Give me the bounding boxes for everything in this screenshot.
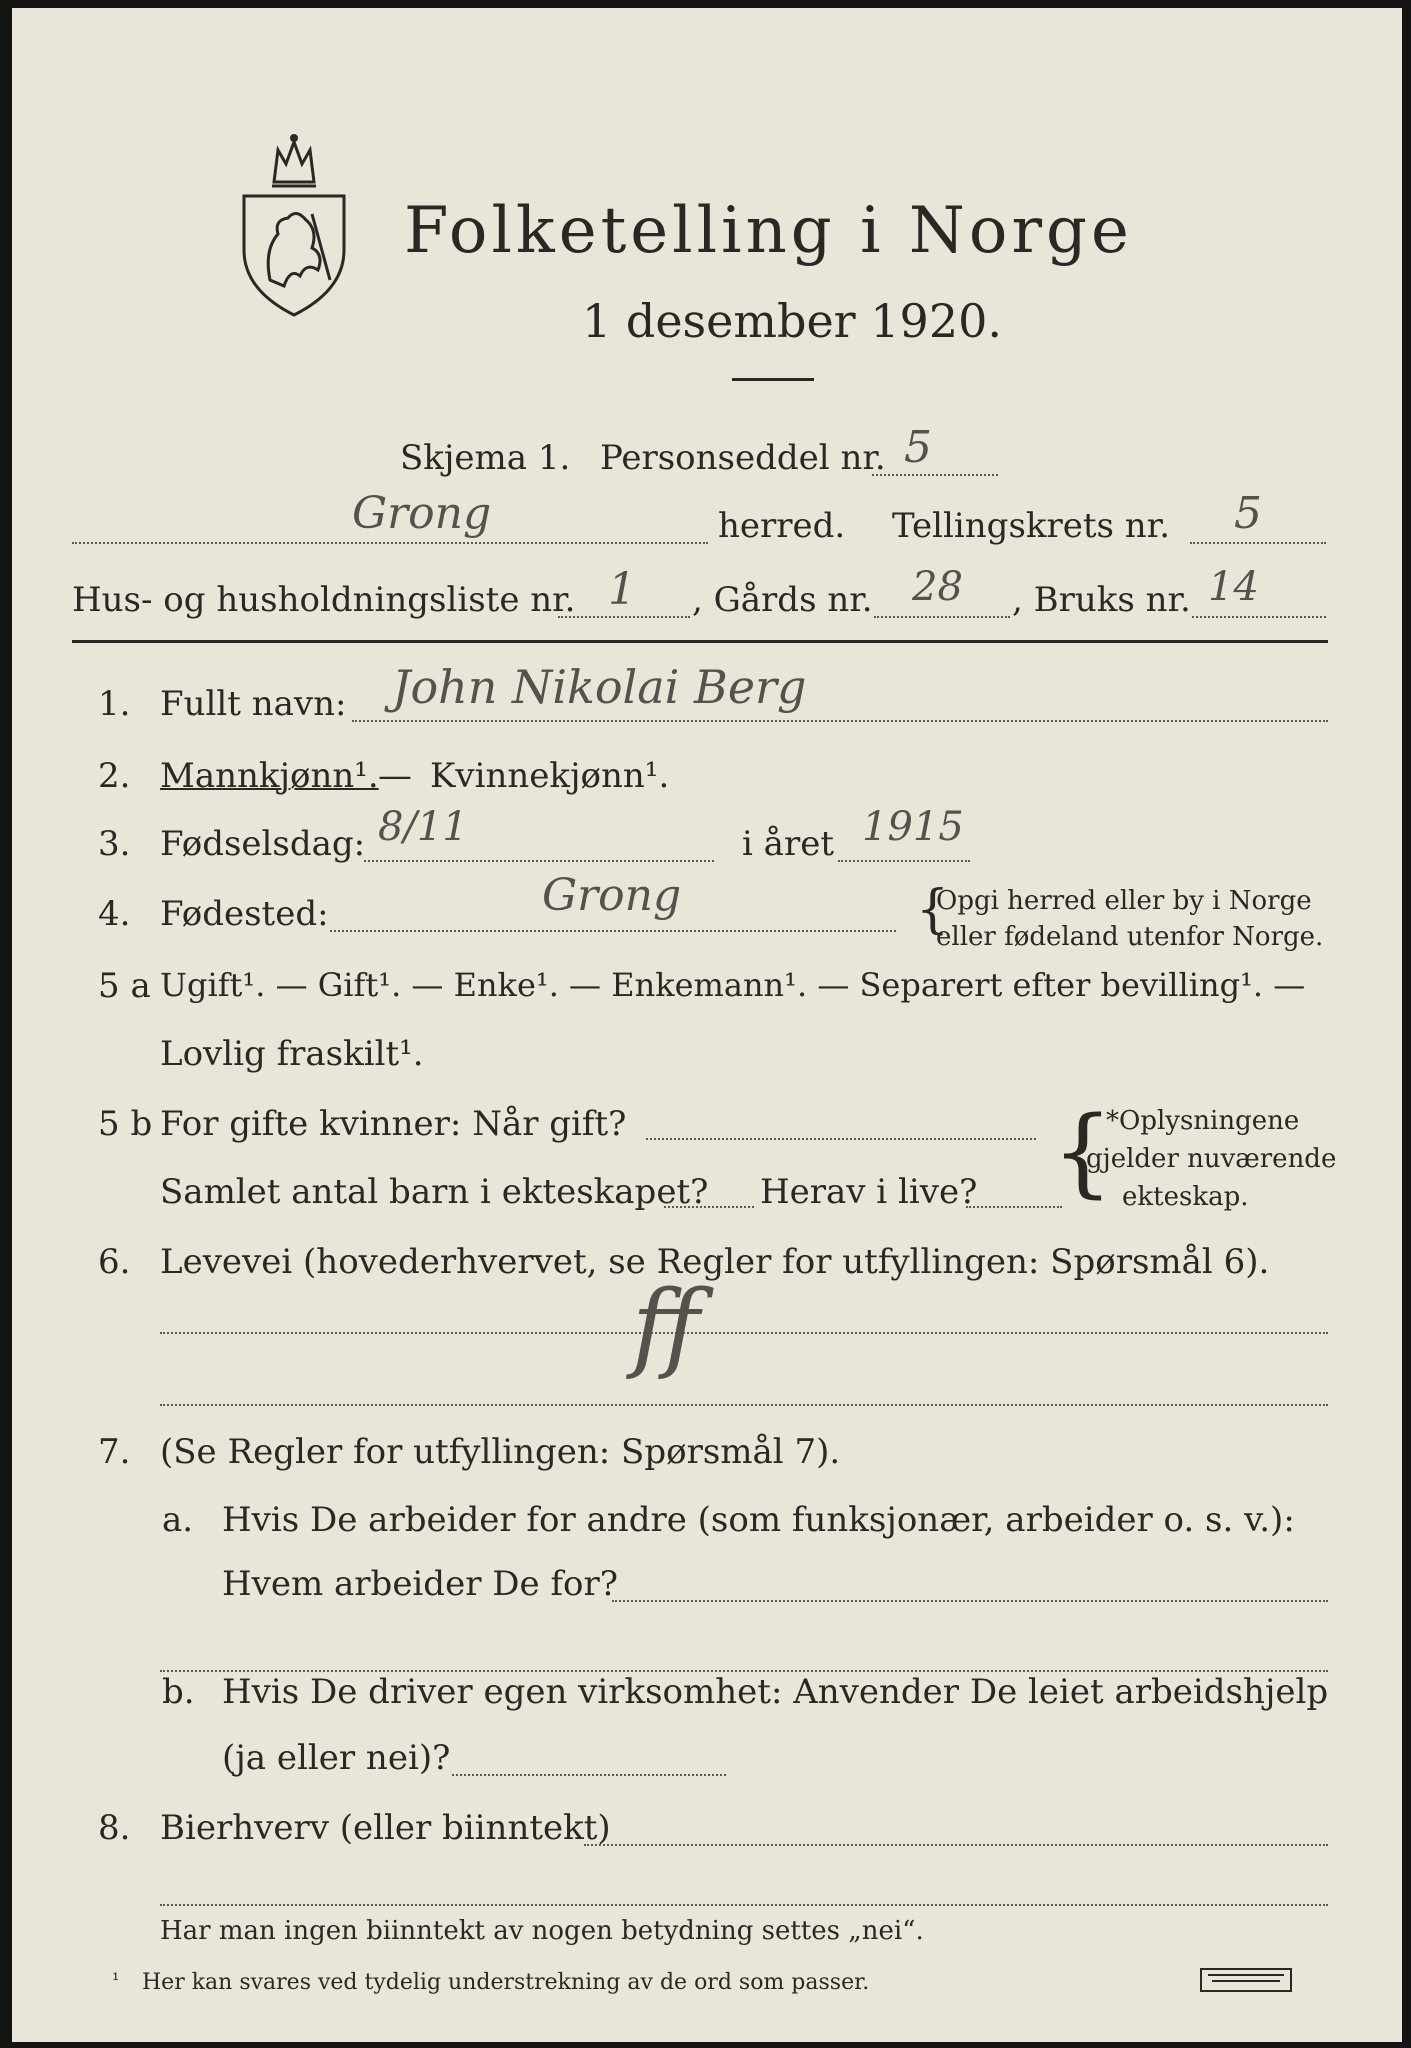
personseddel-value: 5 — [904, 422, 932, 473]
tellingskrets-label: Tellingskrets nr. — [892, 506, 1171, 546]
q5b-note-line1: *Oplysningene — [1106, 1106, 1300, 1136]
personseddel-label: Personseddel nr. — [600, 438, 886, 478]
q8-label: Bierhverv (eller biinntekt) — [160, 1808, 611, 1848]
census-form — [12, 8, 1402, 2042]
q5b-brace: { — [1052, 1096, 1114, 1208]
q5b-note-line2: gjelder nuværende — [1086, 1144, 1337, 1174]
q5b-children-label: Samlet antal barn i ekteskapet? — [160, 1172, 709, 1212]
q5a-marital-options: Ugift¹. — Gift¹. — Enke¹. — Enkemann¹. — Separert efter bevilling¹. — — [160, 966, 1306, 1004]
q5a-number: 5 a — [98, 966, 151, 1006]
q5a-lovlig-fraskilt: Lovlig fraskilt¹. — [160, 1034, 424, 1074]
q4-label: Fødested: — [160, 894, 329, 934]
q8-note: Har man ingen biinntekt av nogen betydning settes „nei“. — [160, 1916, 924, 1946]
q4-brace: { — [916, 880, 950, 940]
q2-mannkjonn: Mannkjønn¹. — [160, 756, 379, 796]
q1-full-name-value: John Nikolai Berg — [392, 660, 807, 714]
q4-number: 4. — [98, 894, 131, 934]
q3-birthday-value: 8/11 — [378, 804, 468, 850]
hus-value: 1 — [608, 564, 636, 615]
q3-label: Fødselsdag: — [160, 824, 366, 864]
q7b-line1: Hvis De driver egen virksomhet: Anvender De leiet arbeidshjelp — [222, 1672, 1329, 1712]
q3-year-value: 1915 — [862, 804, 964, 850]
gards-value: 28 — [912, 564, 963, 610]
header-rule — [72, 640, 1328, 643]
q7b-letter: b. — [162, 1672, 195, 1712]
hus-label: Hus- og husholdningsliste nr. — [72, 580, 576, 620]
q5b-alive-label: Herav i live? — [760, 1172, 978, 1212]
q2-number: 2. — [98, 756, 131, 796]
q7a-line2: Hvem arbeider De for? — [222, 1564, 618, 1604]
title-divider — [732, 378, 814, 381]
herred-label: herred. — [718, 506, 846, 546]
q1-number: 1. — [98, 684, 131, 724]
coat-of-arms-icon — [234, 130, 354, 320]
q7-number: 7. — [98, 1432, 131, 1472]
form-title: Folketelling i Norge — [404, 194, 1133, 268]
bruks-label: , Bruks nr. — [1012, 580, 1191, 620]
q5b-number: 5 b — [98, 1104, 153, 1144]
q4-note-line2: eller fødeland utenfor Norge. — [936, 922, 1324, 952]
q1-label: Fullt navn: — [160, 684, 347, 724]
q2-kvinnekjonn: Kvinnekjønn¹. — [430, 756, 670, 796]
q5b-married-label: For gifte kvinner: Når gift? — [160, 1104, 627, 1144]
q6-occupation-value: ff — [632, 1270, 701, 1382]
bruks-value: 14 — [1208, 564, 1259, 610]
skjema-label: Skjema 1. — [400, 438, 571, 478]
footnote-text: Her kan svares ved tydelig understrekning av de ord som passer. — [142, 1970, 870, 1995]
q8-number: 8. — [98, 1808, 131, 1848]
q7a-letter: a. — [162, 1500, 194, 1540]
q7b-line2: (ja eller nei)? — [222, 1738, 451, 1778]
q6-number: 6. — [98, 1242, 131, 1282]
q4-note-line1: Opgi herred eller by i Norge — [936, 886, 1312, 916]
printer-stamp — [1200, 1968, 1292, 1992]
footnote-mark: ¹ — [112, 1970, 120, 1991]
q2-separator: — — [378, 756, 412, 796]
q3-number: 3. — [98, 824, 131, 864]
gards-label: , Gårds nr. — [692, 580, 873, 620]
q5b-note-line3: ekteskap. — [1122, 1182, 1249, 1212]
tellingskrets-value: 5 — [1234, 488, 1262, 539]
q7a-line1: Hvis De arbeider for andre (som funksjonær, arbeider o. s. v.): — [222, 1500, 1295, 1540]
form-date: 1 desember 1920. — [582, 294, 1002, 348]
q7-label: (Se Regler for utfyllingen: Spørsmål 7). — [160, 1432, 841, 1472]
herred-value: Grong — [352, 488, 492, 539]
q3-aret-label: i året — [742, 824, 834, 864]
q4-birthplace-value: Grong — [542, 870, 682, 921]
q6-label: Levevei (hovederhvervet, se Regler for utfyllingen: Spørsmål 6). — [160, 1242, 1270, 1282]
